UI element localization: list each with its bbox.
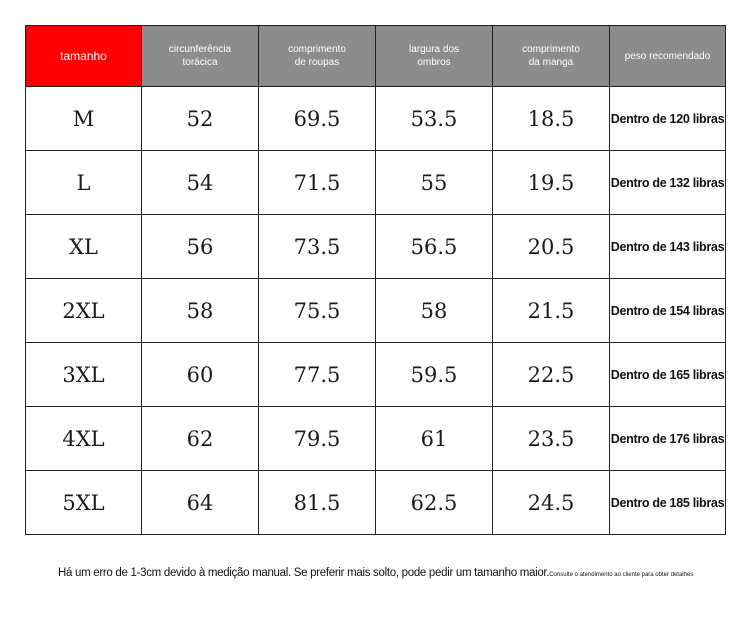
- cell-size: L: [26, 151, 142, 215]
- cell-weight: Dentro de 120 libras: [610, 87, 726, 151]
- header-sleeve-line1: comprimento: [522, 44, 580, 55]
- cell-size: 2XL: [26, 279, 142, 343]
- cell-length: 77.5: [259, 343, 376, 407]
- cell-weight: Dentro de 143 libras: [610, 215, 726, 279]
- table-row: [26, 215, 726, 279]
- cell-chest: 64: [142, 471, 259, 535]
- cell-shoulder: 61: [376, 407, 493, 471]
- table-row: [26, 407, 726, 471]
- cell-chest: 54: [142, 151, 259, 215]
- cell-weight: Dentro de 176 libras: [610, 407, 726, 471]
- header-length-line1: comprimento: [288, 44, 346, 55]
- header-size: [26, 26, 142, 87]
- cell-sleeve: 24.5: [493, 471, 610, 535]
- header-shoulder-line1: largura dos: [408, 44, 460, 55]
- cell-length: 73.5: [259, 215, 376, 279]
- header-chest: [142, 26, 259, 87]
- table-row: [26, 471, 726, 535]
- cell-chest: 52: [142, 87, 259, 151]
- cell-sleeve: 18.5: [493, 87, 610, 151]
- footnote: [58, 563, 738, 581]
- cell-weight: Dentro de 185 libras: [610, 471, 726, 535]
- table-row: [26, 151, 726, 215]
- header-chest-line1: circunferência: [168, 44, 232, 55]
- cell-shoulder: 59.5: [376, 343, 493, 407]
- cell-size: 5XL: [26, 471, 142, 535]
- cell-length: 79.5: [259, 407, 376, 471]
- cell-weight: Dentro de 154 libras: [610, 279, 726, 343]
- cell-length: 71.5: [259, 151, 376, 215]
- footnote-small: Consulte o atendimento ao cliente para obter detalhes: [549, 572, 694, 578]
- table-row: [26, 279, 726, 343]
- header-length-line2: de roupas: [294, 57, 340, 68]
- footnote-main: Há um erro de 1-3cm devido à medição manual. Se preferir mais solto, pode pedir um tamanho maior.: [58, 567, 550, 579]
- header-weight-label: peso recomendado: [624, 50, 711, 62]
- cell-sleeve: 20.5: [493, 215, 610, 279]
- cell-shoulder: 55: [376, 151, 493, 215]
- cell-sleeve: 21.5: [493, 279, 610, 343]
- table-row: [26, 87, 726, 151]
- header-length: [259, 26, 376, 87]
- cell-chest: 62: [142, 407, 259, 471]
- cell-shoulder: 58: [376, 279, 493, 343]
- cell-size: 3XL: [26, 343, 142, 407]
- cell-size: XL: [26, 215, 142, 279]
- cell-sleeve: 19.5: [493, 151, 610, 215]
- table-row: [26, 343, 726, 407]
- header-size-label: tamanho: [60, 48, 107, 63]
- header-sleeve-line2: da manga: [528, 57, 574, 68]
- cell-length: 69.5: [259, 87, 376, 151]
- cell-sleeve: 22.5: [493, 343, 610, 407]
- header-sleeve: [493, 26, 610, 87]
- cell-sleeve: 23.5: [493, 407, 610, 471]
- cell-size: 4XL: [26, 407, 142, 471]
- cell-shoulder: 62.5: [376, 471, 493, 535]
- cell-shoulder: 53.5: [376, 87, 493, 151]
- header-shoulder-line2: ombros: [417, 57, 451, 68]
- cell-chest: 58: [142, 279, 259, 343]
- cell-chest: 60: [142, 343, 259, 407]
- cell-length: 81.5: [259, 471, 376, 535]
- header-chest-line2: torácica: [182, 57, 218, 68]
- cell-size: M: [26, 87, 142, 151]
- header-row: [26, 26, 726, 87]
- cell-chest: 56: [142, 215, 259, 279]
- cell-length: 75.5: [259, 279, 376, 343]
- size-chart-table: [25, 25, 726, 535]
- header-weight: [610, 26, 726, 87]
- cell-weight: Dentro de 132 libras: [610, 151, 726, 215]
- cell-shoulder: 56.5: [376, 215, 493, 279]
- cell-weight: Dentro de 165 libras: [610, 343, 726, 407]
- header-shoulder: [376, 26, 493, 87]
